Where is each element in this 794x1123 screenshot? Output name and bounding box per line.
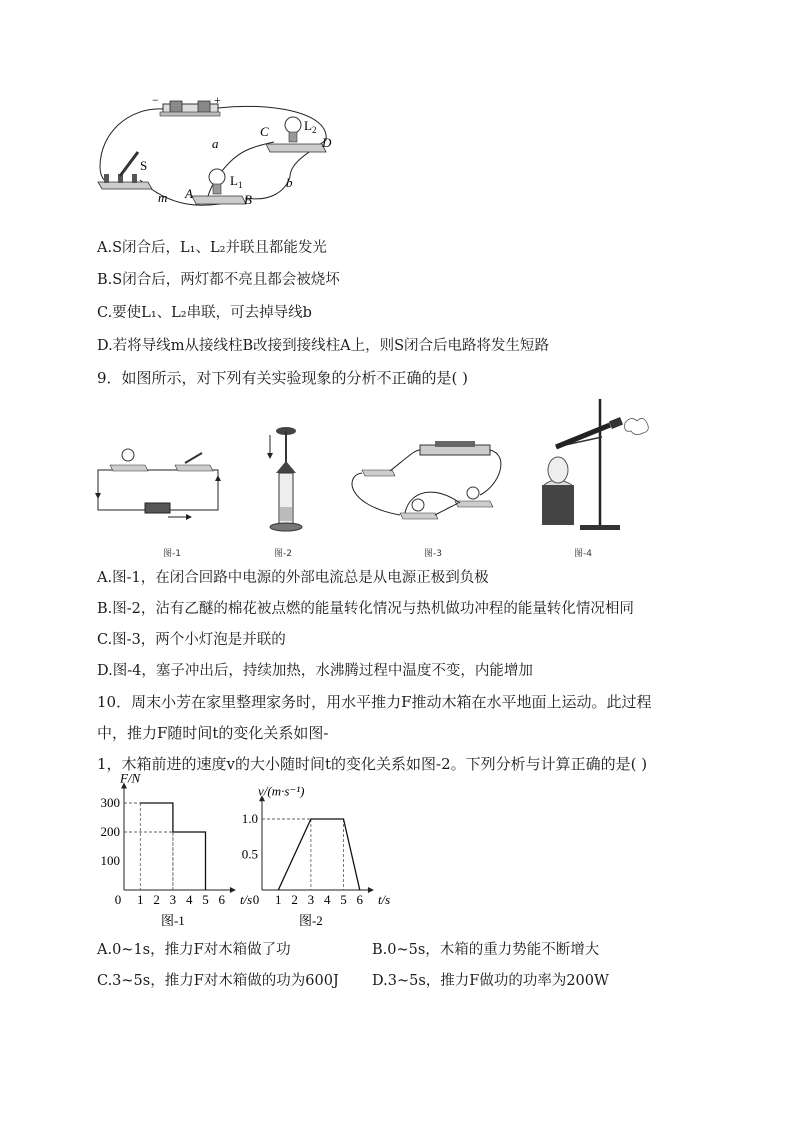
x-tick-label: 2 bbox=[291, 892, 298, 907]
y-tick-label: 1.0 bbox=[241, 811, 258, 826]
q8-option-a: A.S闭合后，L₁、L₂并联且都能发光 bbox=[97, 240, 327, 256]
svg-text:m: m bbox=[158, 190, 168, 205]
x-axis-arrow bbox=[368, 887, 374, 893]
q8-option-c: C.要使L₁、L₂串联，可去掉导线b bbox=[97, 305, 312, 321]
fig1-circuit-icon bbox=[95, 449, 221, 520]
x-tick-label: 4 bbox=[185, 892, 193, 907]
y-tick-label: 300 bbox=[100, 795, 120, 810]
q10-option-c: C.3~5s，推力F对木箱做的功为600J bbox=[97, 973, 339, 989]
bulb-l2-icon bbox=[266, 117, 326, 152]
x-tick-label: 2 bbox=[153, 892, 160, 907]
fig4-heating-icon bbox=[542, 399, 648, 530]
y-tick-label: 0.5 bbox=[241, 846, 258, 862]
q10-option-a: A.0~1s，推力F对木箱做了功 bbox=[97, 942, 291, 958]
x-tick-label: 6 bbox=[356, 892, 364, 907]
x-tick-label: 4 bbox=[323, 892, 331, 907]
svg-text:D: D bbox=[322, 135, 332, 150]
svg-text:L2: $L_2$ bbox=[304, 118, 317, 135]
q9-option-b: B.图-2，沾有乙醚的棉花被点燃的能量转化情况与热机做功冲程的能量转化情况相同 bbox=[97, 601, 634, 617]
svg-text:L1: $L_1$ bbox=[230, 173, 243, 190]
q9-fig4-caption: 图-4 bbox=[574, 549, 592, 559]
svg-text:b: b bbox=[286, 175, 293, 190]
y-tick-label: 200 bbox=[100, 824, 120, 839]
svg-text:B: B bbox=[244, 192, 252, 207]
y-axis-label: v/(m·s⁻¹) bbox=[258, 783, 305, 799]
fig3-circuit-icon bbox=[352, 441, 501, 519]
q9-fig2-caption: 图-2 bbox=[274, 549, 292, 559]
x-tick-label: 0 bbox=[114, 892, 122, 907]
q10-option-b: B.0~5s，木箱的重力势能不断增大 bbox=[372, 942, 600, 958]
x-tick-label: 6 bbox=[218, 892, 226, 907]
q9-option-a: A.图-1，在闭合回路中电源的外部电流总是从电源正极到负极 bbox=[97, 570, 489, 586]
x-tick-label: 0 bbox=[252, 892, 260, 907]
y-axis-label: F/N bbox=[120, 770, 141, 786]
q10-stem-line-3: 1，木箱前进的速度v的大小随时间t的变化关系如图-2。下列分析与计算正确的是( ) bbox=[97, 755, 648, 773]
series-line bbox=[278, 819, 360, 890]
q10-stem-line-1: 10．周末小芳在家里整理家务时，用水平推力F推动木箱在水平地面上运动。此过程 bbox=[97, 693, 652, 711]
x-tick-label: 3 bbox=[307, 892, 315, 907]
x-tick-label: 1 bbox=[137, 892, 144, 907]
chart-velocity-time bbox=[235, 780, 395, 935]
q8-circuit-figure bbox=[90, 92, 340, 217]
svg-text:S: S bbox=[140, 158, 148, 173]
q9-option-d: D.图-4，塞子冲出后，持续加热，水沸腾过程中温度不变，内能增加 bbox=[97, 663, 533, 679]
x-axis-label: t/s bbox=[377, 892, 391, 907]
x-tick-label: 5 bbox=[340, 892, 347, 907]
x-tick-label: 3 bbox=[169, 892, 177, 907]
fig2-cylinder-icon bbox=[267, 427, 302, 531]
svg-text:C: C bbox=[260, 124, 269, 139]
battery-icon bbox=[160, 101, 220, 116]
x-tick-label: 1 bbox=[275, 892, 282, 907]
x-tick-label: 5 bbox=[202, 892, 209, 907]
q10-stem-line-2: 中，推力F随时间t的变化关系如图- bbox=[97, 724, 329, 742]
chart-caption: 图-2 bbox=[298, 913, 323, 928]
chart-caption: 图-1 bbox=[160, 913, 185, 928]
q9-figures bbox=[90, 395, 670, 535]
svg-text:a: a bbox=[212, 136, 219, 151]
q9-fig3-caption: 图-3 bbox=[424, 549, 442, 559]
q9-fig1-caption: 图-1 bbox=[163, 549, 181, 559]
svg-text:A: A bbox=[185, 186, 193, 201]
q9-stem: 9．如图所示，对下列有关实验现象的分析不正确的是( ) bbox=[97, 369, 469, 387]
svg-text:−: − bbox=[152, 93, 159, 107]
svg-text:+: + bbox=[214, 93, 221, 107]
q8-option-b: B.S闭合后，两灯都不亮且都会被烧坏 bbox=[97, 272, 340, 288]
y-tick-label: 100 bbox=[100, 853, 120, 868]
q9-option-c: C.图-3，两个小灯泡是并联的 bbox=[97, 632, 286, 648]
series-line bbox=[140, 803, 205, 890]
x-axis-label: t/s bbox=[239, 892, 253, 907]
q10-option-d: D.3~5s，推力F做功的功率为200W bbox=[372, 973, 609, 989]
chart-force-time bbox=[90, 770, 255, 935]
q8-option-d: D.若将导线m从接线柱B改接到接线柱A上，则S闭合后电路将发生短路 bbox=[97, 338, 550, 354]
